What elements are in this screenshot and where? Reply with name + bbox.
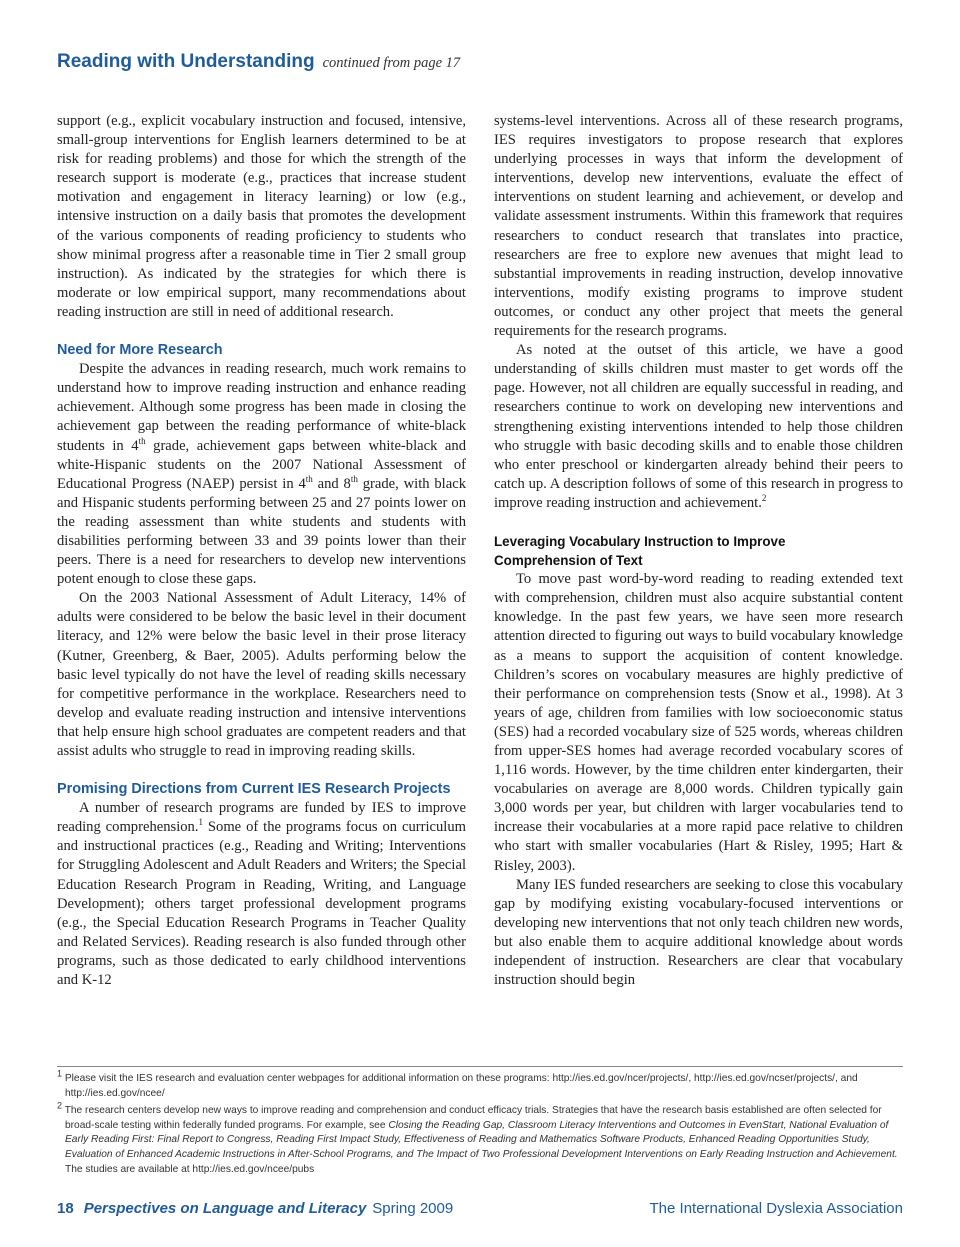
footnotes bbox=[57, 1068, 903, 1180]
footnote-divider bbox=[57, 1066, 903, 1067]
section-heading-need-for-more-research: Need for More Research bbox=[57, 342, 223, 359]
organization-name: The International Dyslexia Association bbox=[649, 1200, 903, 1217]
promising-paragraph: A number of research programs are funded by IES to improve reading comprehension.$^1$ Some of the programs focus on curriculum and instructional practices (e.g., Reading and Writing; Interventions for Struggling Adolescent and Adult Readers and Writers; the Special Education Research Program in Reading, Writing, and Language Development); others target professional development programs (e.g., the Special Education Research Programs in Teacher Quality and Related Services). Reading research is also funded through other programs, such as those dedicated to early childhood interventions and K-12 bbox=[57, 800, 467, 989]
footer-left bbox=[57, 1200, 453, 1217]
vocab-paragraph-2: Many IES funded researchers are seeking to close this vocabulary gap by modifying existing vocabulary-focused interventions or developing new interventions that not only teach children new words, but also enable them to acquire additional knowledge about words independent of instruction. Researchers are clear that vocabulary instruction should begin bbox=[494, 876, 903, 989]
right-column bbox=[494, 112, 903, 990]
left-column bbox=[57, 112, 466, 990]
footnote-ref-1: 1 bbox=[198, 817, 203, 828]
footnote-1: $^1$ Please visit the IES research and evaluation center webpages for additional information on these programs: http://ies.ed.gov/ncer/projects/, http://ies.ed.gov/ncser/projects/, and http://ies.ed.gov/ncee/ bbox=[57, 1068, 858, 1099]
footnote-2: $^2$ The research centers develop new ways to improve reading and comprehension and conduct efficacy trials. Strategies that have the research basis established are often selected for broad-scale testing within federally funded programs. For example, see Closing the Reading Gap, Classroom Literacy Interventions and Outcomes in EvenStart, National Evaluation of Early Reading First: Final Report to Congress, Reading First Impact Study, Effectiveness of Reading and Mathematics Software Products, Enhanced Reading Opportunities Study, Evaluation of Enhanced Academic Instructions in After-School Programs, and The Impact of Two Professional Development Interventions on Early Reading Instruction and Achievement. The studies are available at http://ies.ed.gov/ncee/pubs bbox=[57, 1100, 898, 1175]
subsection-heading-leveraging-vocabulary: Leveraging Vocabulary Instruction to Improve Comprehension of Text bbox=[494, 533, 786, 569]
intro-paragraph: support (e.g., explicit vocabulary instruction and focused, intensive, small-group interventions for English learners determined to be at risk for reading problems) and those for which the strength of the research support is moderate (e.g., practices that increase student motivation and engagement in literacy learning) or low (e.g., intensive instruction on a daily basis that promotes the development of the various components of reading proficiency to students who show minimal progress after a reasonable time in Tier 2 small group instruction). As indicated by the strategies for which there is moderate or low empirical support, many recommendations about reading instruction are still in need of additional research. bbox=[57, 113, 466, 320]
footnote-ref-2: 2 bbox=[761, 493, 767, 504]
page-footer bbox=[57, 1200, 903, 1222]
issue-date: Spring 2009 bbox=[372, 1200, 454, 1217]
need-paragraph-2: On the 2003 National Assessment of Adult Literacy, 14% of adults were considered to be below the basic level in their document literacy, and 12% were below the basic level in their prose literacy (Kutner, Greenberg, & Baer, 2005). Adults performing below the basic level typically do not have the level of reading skills necessary for competitive performance in the workplace. Researchers need to develop and evaluate reading instruction and intensive interventions that help ensure high school graduates are competent readers and that assist adults who struggle to read in improving reading skills. bbox=[57, 590, 466, 759]
article-title: Reading with Understanding bbox=[57, 51, 315, 72]
continuation-paragraph: systems-level interventions. Across all of these research programs, IES requires investigators to propose research that explores underlying processes in ways that inform the development of interventions, develop new interventions, evaluate the effect of interventions on student learning and achievement, or develop and validate assessment instruments. Within this framework that requires researchers to conduct research that translates into practice, researchers are free to explore new avenues that might lead to substantial improvements in reading instruction, develop innovative interventions, modify existing programs to improve student outcomes, or conduct any other project that meets the general requirements for the research programs. bbox=[494, 113, 903, 340]
vocab-paragraph-1: To move past word-by-word reading to reading extended text with comprehension, children must also acquire substantial content knowledge. In the past few years, we have seen more research attention directed to figuring out ways to build vocabulary knowledge as a means to support the acquisition of content knowledge. Children’s scores on vocabulary measures are highly predictive of their performance on comprehension tests (Snow et al., 1998). At 3 years of age, children from families with low socioeconomic status (SES) had a recorded vocabulary size of 525 words, whereas children from upper-SES homes had average recorded vocabulary scores of 1,116 words. However, by the time children enter kindergarten, their vocabularies on average are 8,000 words. Children typically gain 3,000 words per year, but children with larger vocabularies tend to increase their vocabularies at a more rapid pace relative to children who start with smaller vocabularies (Hart & Risley, 1995; Hart & Risley, 2003). bbox=[494, 571, 903, 874]
page-header bbox=[57, 51, 917, 73]
noted-paragraph: As noted at the outset of this article, we have a good understanding of skills children must master to get words off the page. However, not all children are equally successful in reading, and researchers continue to work on developing new interventions and strengthening existing interventions intended to help those children who struggle with basic decoding skills and to enable those children who enter preschool or kindergarten already behind their peers to catch up. A description follows of some of this research in progress to improve reading instruction and achievement.$^2$ bbox=[494, 342, 903, 511]
continued-note: continued from page 17 bbox=[322, 55, 461, 71]
need-paragraph-1: Despite the advances in reading research, much work remains to understand how to improve reading instruction and enhance reading achievement. Although some progress has been made in closing the achievement gap between the reading performance of white-black students in 4th grade, achievement gaps between white-black and white-Hispanic students on the 2007 National Assessment of Educational Progress (NAEP) persist in 4th and 8th grade, with black and Hispanic students performing between 25 and 27 points lower on the reading assessment than white students and students with disabilities performing between 33 and 39 points lower than their peers. There is a need for researchers to develop new interventions potent enough to close these gaps. bbox=[57, 361, 466, 588]
page-number: 18 bbox=[57, 1200, 74, 1217]
journal-title: Perspectives on Language and Literacy bbox=[83, 1200, 367, 1217]
section-heading-promising-directions: Promising Directions from Current IES Research Projects bbox=[57, 781, 451, 798]
